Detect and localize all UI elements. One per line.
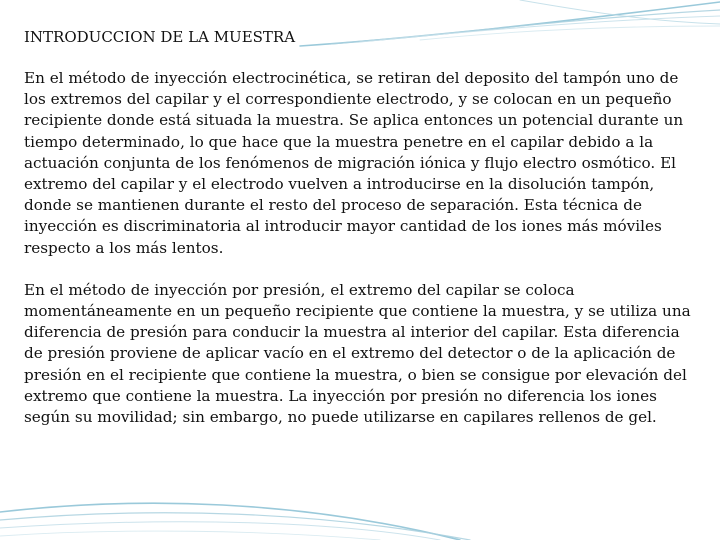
bottom-swoosh-line — [0, 522, 440, 540]
top-swoosh-line — [300, 2, 720, 46]
top-swoosh-line — [420, 26, 720, 40]
body-paragraph-1: En el método de inyección electrocinética, se retiran del deposito del tampón uno de los extremos del capilar y el correspondiente electrodo, y se colocan en un pequeño recipiente donde está situada la muestra. Se aplica entonces un potencial durante un tiempo determinado, lo que hace que la muestra penetre en el capilar debido a la actuación conjunta de los fenómenos de migración iónica y flujo electro osmótico. El extremo del capilar y el electrodo vuelven a introducirse en la disolución tampón, donde se mantienen durante el resto del proceso de separación. Esta técnica de inyección es discriminatoria al introducir mayor cantidad de los iones más móviles respecto a los más lentos. — [24, 69, 684, 257]
slide-body — [24, 68, 696, 428]
bottom-swoosh-line — [0, 503, 460, 540]
body-paragraph-2: En el método de inyección por presión, el extremo del capilar se coloca momentáneamente en un pequeño recipiente que contiene la muestra, y se utiliza una diferencia de presión para conducir la muestra al interior del capilar. Esta diferencia de presión proviene de aplicar vacío en el extremo del detector o de la aplicación de presión en el recipiente que contiene la muestra, o bien se consigue por elevación del extremo que contiene la muestra. La inyección por presión no diferencia los iones según su movilidad; sin embargo, no puede utilizarse en capilares rellenos de gel. — [24, 280, 691, 427]
bottom-swoosh-line — [0, 531, 380, 540]
slide-title: INTRODUCCION DE LA MUESTRA — [24, 28, 296, 46]
top-swoosh-line — [360, 16, 720, 42]
